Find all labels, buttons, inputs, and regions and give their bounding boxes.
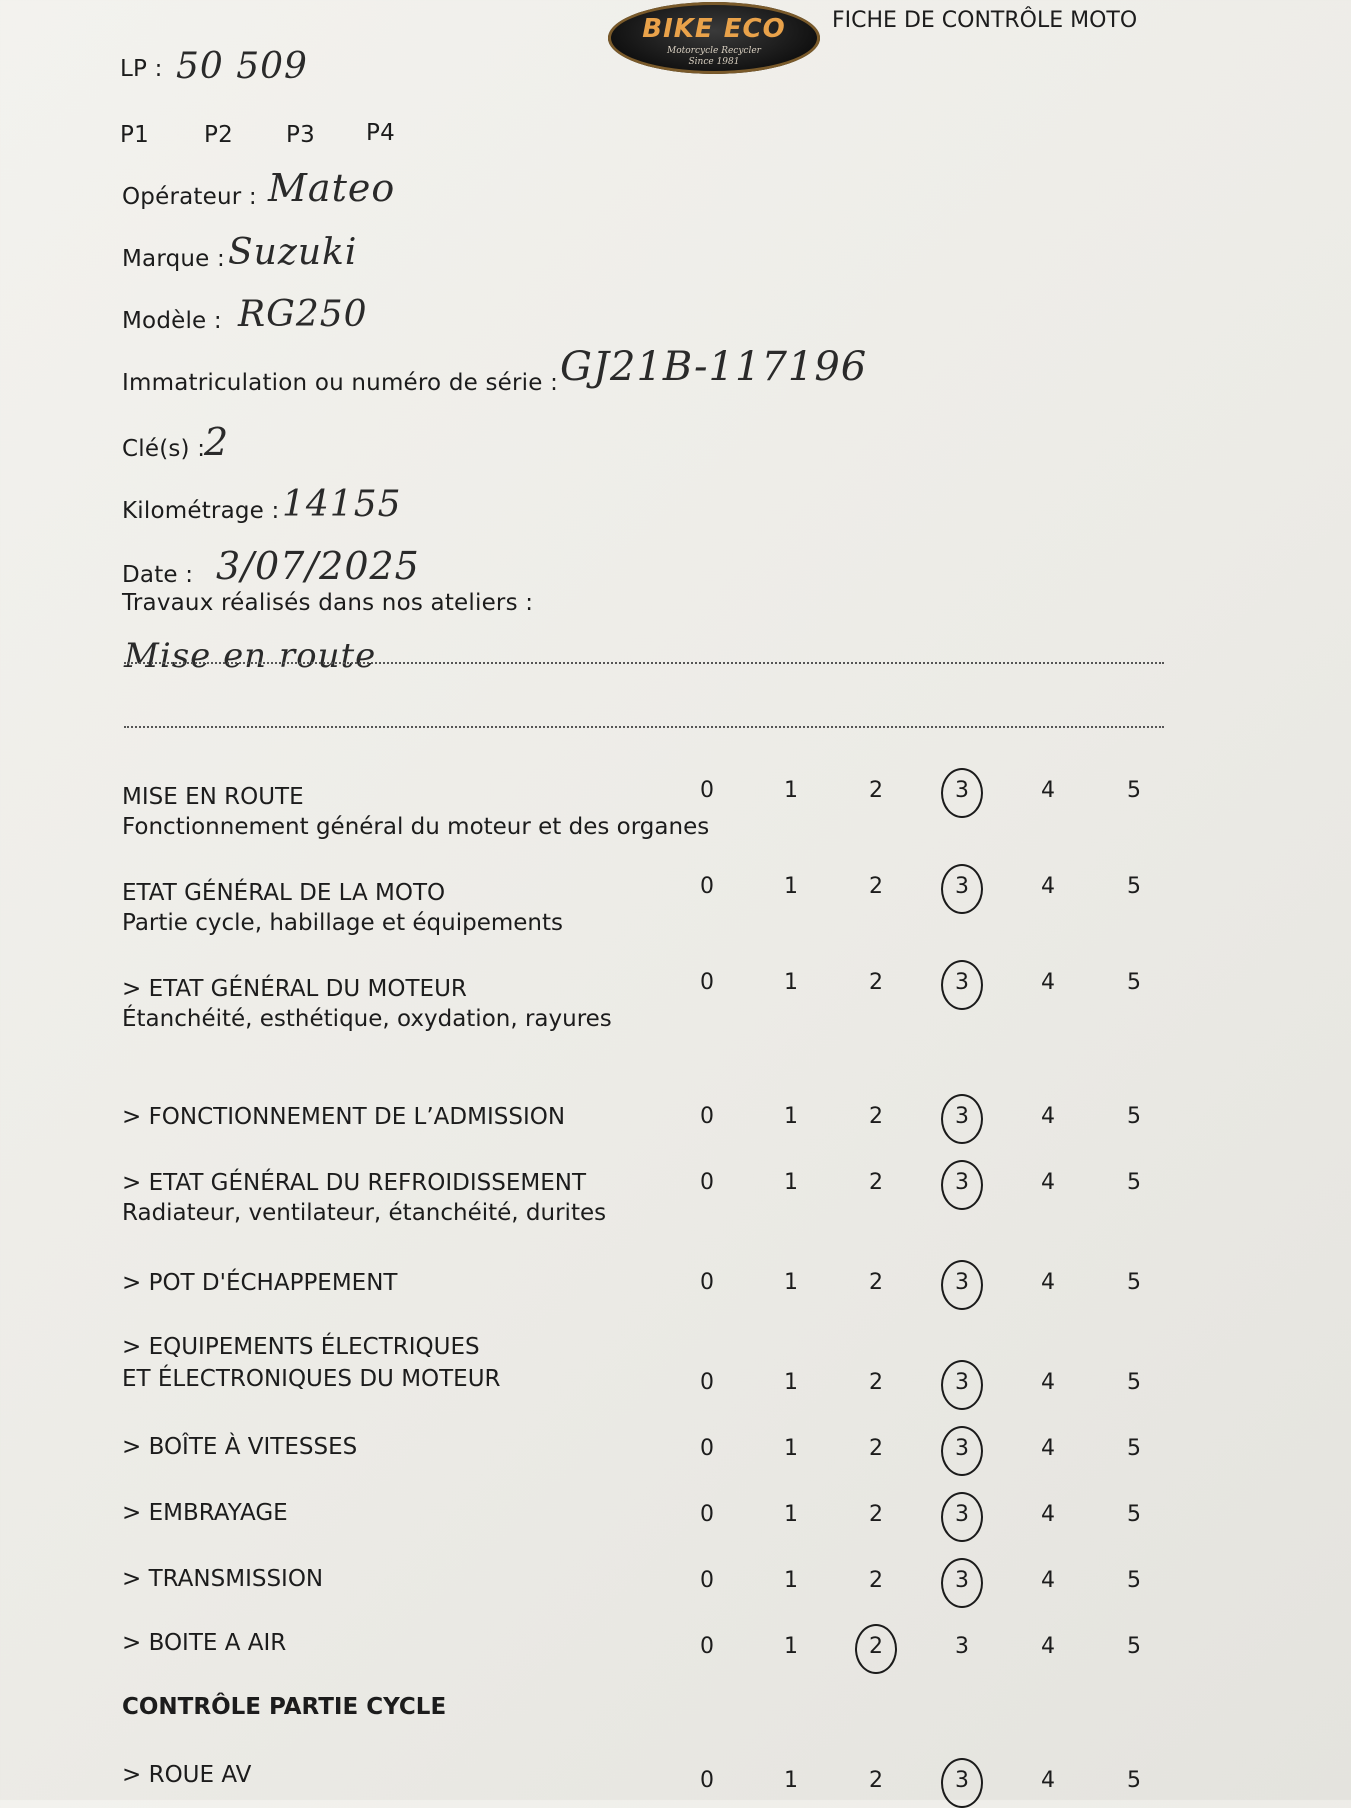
rating-option-5[interactable]: 5 <box>1127 1502 1141 1527</box>
rating-option-4[interactable]: 4 <box>1041 1634 1055 1659</box>
rating-option-4[interactable]: 4 <box>1041 1370 1055 1395</box>
marque-value: Suzuki <box>228 232 358 273</box>
rating-option-3-selected[interactable]: 3 <box>947 1104 977 1129</box>
position-p3: P3 <box>286 122 315 148</box>
rating-option-4[interactable]: 4 <box>1041 874 1055 899</box>
lp-label: LP : <box>120 56 163 82</box>
rating-option-2[interactable]: 2 <box>869 1568 883 1593</box>
rating-row-subtitle: ET ÉLECTRONIQUES DU MOTEUR <box>122 1366 501 1392</box>
position-p1: P1 <box>120 122 149 148</box>
rating-option-0[interactable]: 0 <box>700 1370 714 1395</box>
rating-option-2[interactable]: 2 <box>869 1370 883 1395</box>
rating-row-title: > FONCTIONNEMENT DE L’ADMISSION <box>122 1104 566 1130</box>
rating-option-5[interactable]: 5 <box>1127 970 1141 995</box>
rating-row-title: > EQUIPEMENTS ÉLECTRIQUES <box>122 1334 480 1360</box>
lp-value: 50 509 <box>176 46 308 87</box>
logo-since-text: Since 1981 <box>688 57 740 67</box>
rating-row-title: ETAT GÉNÉRAL DE LA MOTO <box>122 880 446 906</box>
rating-option-1[interactable]: 1 <box>784 970 798 995</box>
cles-value: 2 <box>204 420 230 464</box>
rating-option-5[interactable]: 5 <box>1127 1568 1141 1593</box>
logo-brand: BIKE ECO <box>642 14 786 44</box>
marque-label: Marque : <box>122 246 225 272</box>
rating-option-1[interactable]: 1 <box>784 1634 798 1659</box>
rating-option-0[interactable]: 0 <box>700 970 714 995</box>
rating-row-subtitle: Partie cycle, habillage et équipements <box>122 910 563 936</box>
rating-option-2[interactable]: 2 <box>869 970 883 995</box>
rating-option-2[interactable]: 2 <box>869 1170 883 1195</box>
rating-row-title: > POT D'ÉCHAPPEMENT <box>122 1270 398 1296</box>
rating-option-5[interactable]: 5 <box>1127 1436 1141 1461</box>
rating-option-5[interactable]: 5 <box>1127 778 1141 803</box>
travaux-line-1 <box>124 662 1164 664</box>
rating-option-5[interactable]: 5 <box>1127 874 1141 899</box>
modele-label: Modèle : <box>122 308 222 334</box>
rating-option-4[interactable]: 4 <box>1041 778 1055 803</box>
rating-option-1[interactable]: 1 <box>784 1436 798 1461</box>
rating-option-1[interactable]: 1 <box>784 874 798 899</box>
rating-option-0[interactable]: 0 <box>700 1270 714 1295</box>
km-label: Kilométrage : <box>122 498 280 524</box>
rating-option-5[interactable]: 5 <box>1127 1104 1141 1129</box>
rating-option-3-selected[interactable]: 3 <box>947 1170 977 1195</box>
rating-row-title: > BOITE A AIR <box>122 1630 287 1656</box>
rating-option-5[interactable]: 5 <box>1127 1634 1141 1659</box>
rating-option-2[interactable]: 2 <box>869 778 883 803</box>
rating-option-4[interactable]: 4 <box>1041 970 1055 995</box>
rating-option-4[interactable]: 4 <box>1041 1568 1055 1593</box>
rating-option-5[interactable]: 5 <box>1127 1270 1141 1295</box>
rating-row-title: > EMBRAYAGE <box>122 1500 288 1526</box>
rating-option-4[interactable]: 4 <box>1041 1270 1055 1295</box>
serie-label: Immatriculation ou numéro de série : <box>122 370 559 396</box>
rating-option-2-selected[interactable]: 2 <box>861 1634 891 1659</box>
rating-option-3-selected[interactable]: 3 <box>947 1436 977 1461</box>
rating-option-4[interactable]: 4 <box>1041 1768 1055 1793</box>
rating-option-0[interactable]: 0 <box>700 1170 714 1195</box>
rating-option-0[interactable]: 0 <box>700 1568 714 1593</box>
rating-row-subtitle: Fonctionnement général du moteur et des organes <box>122 814 710 840</box>
rating-option-4[interactable]: 4 <box>1041 1436 1055 1461</box>
rating-option-0[interactable]: 0 <box>700 1436 714 1461</box>
rating-row-title: > BOÎTE À VITESSES <box>122 1434 358 1460</box>
rating-option-3-selected[interactable]: 3 <box>947 874 977 899</box>
rating-option-1[interactable]: 1 <box>784 1502 798 1527</box>
rating-row-title: > ROUE AV <box>122 1762 252 1788</box>
position-p4: P4 <box>366 120 395 146</box>
rating-option-0[interactable]: 0 <box>700 874 714 899</box>
rating-row-subtitle: Radiateur, ventilateur, étanchéité, durites <box>122 1200 607 1226</box>
rating-option-1[interactable]: 1 <box>784 1768 798 1793</box>
rating-option-5[interactable]: 5 <box>1127 1768 1141 1793</box>
rating-option-2[interactable]: 2 <box>869 1768 883 1793</box>
rating-option-2[interactable]: 2 <box>869 1436 883 1461</box>
rating-option-3-selected[interactable]: 3 <box>947 1370 977 1395</box>
rating-option-2[interactable]: 2 <box>869 1270 883 1295</box>
rating-option-2[interactable]: 2 <box>869 1104 883 1129</box>
rating-option-0[interactable]: 0 <box>700 778 714 803</box>
rating-option-5[interactable]: 5 <box>1127 1170 1141 1195</box>
logo-tagline-text: Motorcycle Recycler <box>667 46 761 56</box>
rating-option-3-selected[interactable]: 3 <box>947 1270 977 1295</box>
travaux-value: Mise en route <box>124 636 377 676</box>
rating-option-3[interactable]: 3 <box>955 1634 969 1659</box>
rating-row-title: MISE EN ROUTE <box>122 784 304 810</box>
cles-label: Clé(s) : <box>122 436 206 462</box>
rating-option-2[interactable]: 2 <box>869 1502 883 1527</box>
rating-option-4[interactable]: 4 <box>1041 1502 1055 1527</box>
date-value: 3/07/2025 <box>216 544 420 588</box>
rating-option-0[interactable]: 0 <box>700 1104 714 1129</box>
logo-tagline <box>608 46 820 68</box>
operateur-label: Opérateur : <box>122 184 257 210</box>
rating-option-2[interactable]: 2 <box>869 874 883 899</box>
rating-option-1[interactable]: 1 <box>784 1170 798 1195</box>
rating-option-3-selected[interactable]: 3 <box>947 1568 977 1593</box>
rating-row-title: > TRANSMISSION <box>122 1566 324 1592</box>
rating-option-3-selected[interactable]: 3 <box>947 1502 977 1527</box>
sheet-title: FICHE DE CONTRÔLE MOTO <box>832 8 1138 33</box>
operateur-value: Mateo <box>268 166 396 210</box>
position-p2: P2 <box>204 122 233 148</box>
rating-option-1[interactable]: 1 <box>784 1270 798 1295</box>
rating-option-3-selected[interactable]: 3 <box>947 1768 977 1793</box>
rating-option-1[interactable]: 1 <box>784 1568 798 1593</box>
rating-option-1[interactable]: 1 <box>784 1370 798 1395</box>
rating-option-0[interactable]: 0 <box>700 1502 714 1527</box>
km-value: 14155 <box>282 484 402 525</box>
rating-option-0[interactable]: 0 <box>700 1768 714 1793</box>
serie-value: GJ21B-117196 <box>560 344 868 390</box>
date-label: Date : <box>122 562 194 588</box>
rating-option-4[interactable]: 4 <box>1041 1104 1055 1129</box>
rating-option-5[interactable]: 5 <box>1127 1370 1141 1395</box>
rating-row-subtitle: Étanchéité, esthétique, oxydation, rayures <box>122 1006 612 1032</box>
rating-option-1[interactable]: 1 <box>784 1104 798 1129</box>
travaux-line-2 <box>124 726 1164 728</box>
rating-option-3-selected[interactable]: 3 <box>947 970 977 995</box>
travaux-label: Travaux réalisés dans nos ateliers : <box>122 590 534 616</box>
rating-option-0[interactable]: 0 <box>700 1634 714 1659</box>
modele-value: RG250 <box>238 294 368 335</box>
section-cycle-title: CONTRÔLE PARTIE CYCLE <box>122 1694 447 1720</box>
rating-row-title: > ETAT GÉNÉRAL DU MOTEUR <box>122 976 467 1002</box>
rating-option-3-selected[interactable]: 3 <box>947 778 977 803</box>
rating-option-4[interactable]: 4 <box>1041 1170 1055 1195</box>
bike-eco-logo <box>608 2 820 74</box>
rating-option-1[interactable]: 1 <box>784 778 798 803</box>
rating-row-title: > ETAT GÉNÉRAL DU REFROIDISSEMENT <box>122 1170 587 1196</box>
